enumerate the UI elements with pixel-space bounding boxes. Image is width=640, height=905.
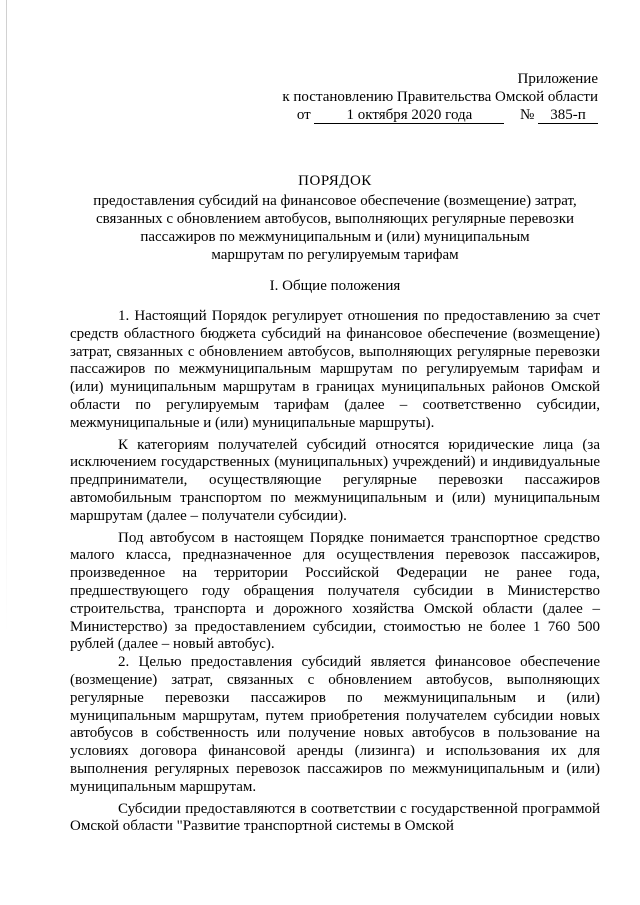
resolution-date-number bbox=[282, 106, 598, 124]
paragraph: Под автобусом в настоящем Порядке понимается транспортное средство малого класса, предназначенное для осуществления перевозок пассажиров, произведенное на территории Российской Федерации не ранее года, предшествующего году обращения получателя субсидии в Министерство строительства, транспорта и дорожного хозяйства Омской области (далее – Министерство) за предоставлением субсидии, стоимостью не более 1 760 500 рублей (далее – новый автобус). bbox=[70, 529, 600, 653]
from-label: от bbox=[296, 107, 311, 123]
title-line: предоставления субсидий на финансовое обеспечение (возмещение) затрат, bbox=[93, 193, 577, 209]
paragraph: 1. Настоящий Порядок регулирует отношения по предоставлению за счет средств областного бюджета субсидий на финансовое обеспечение (возмещение) затрат, связанных с обновлением автобусов, выполняющих регулярные перевозки пассажиров по межмуниципальным маршрутам по регулируемым тарифам и (или) муниципальным маршрутам в границах муниципальных районов Омской области по регулируемым тарифам (далее – соответственно субсидии, межмуниципальные и (или) муниципальные маршруты). bbox=[70, 308, 600, 431]
number-sign: № bbox=[519, 107, 535, 123]
document-body bbox=[70, 308, 600, 836]
title-line: пассажиров по межмуниципальным и (или) муниципальным bbox=[140, 229, 530, 245]
appendix-label: Приложение bbox=[517, 71, 598, 87]
section-heading: I. Общие положения bbox=[269, 278, 401, 294]
resolution-date: 1 октября 2020 года bbox=[314, 108, 504, 124]
paragraph: 2. Целью предоставления субсидий является финансовое обеспечение (возмещение) затрат, связанных с обновлением автобусов, выполняющих регулярные перевозки пассажиров по межмуниципальным и (или) муниципальным маршрутам, путем приобретения получателем субсидии новых автобусов в собственность или получение новых автобусов в пользование на условиях договора финансовой аренды (лизинга) и использования их для выполнения регулярных перевозок пассажиров по межмуниципальным и (или) муниципальным маршрутам. bbox=[70, 654, 600, 795]
resolution-number: 385-п bbox=[538, 108, 598, 124]
title-main: ПОРЯДОК bbox=[298, 173, 372, 189]
appendix-header bbox=[282, 70, 598, 124]
document-title bbox=[70, 172, 600, 264]
title-line: маршрутам по регулируемым тарифам bbox=[211, 247, 459, 263]
paragraph: К категориям получателей субсидий относятся юридические лица (за исключением государственных (муниципальных) учреждений) и индивидуальные предприниматели, осуществляющие регулярные перевозки пассажиров автомобильным транспортом по межмуниципальным и (или) муниципальным маршрутам (далее – получатели субсидии). bbox=[70, 436, 600, 524]
resolution-reference: к постановлению Правительства Омской области bbox=[282, 89, 598, 105]
title-line: связанных с обновлением автобусов, выполняющих регулярные перевозки bbox=[95, 211, 575, 227]
paragraph: Субсидии предоставляются в соответствии с государственной программой Омской области "Развитие транспортной системы в Омской bbox=[70, 800, 600, 835]
scan-edge-line bbox=[6, 0, 7, 905]
